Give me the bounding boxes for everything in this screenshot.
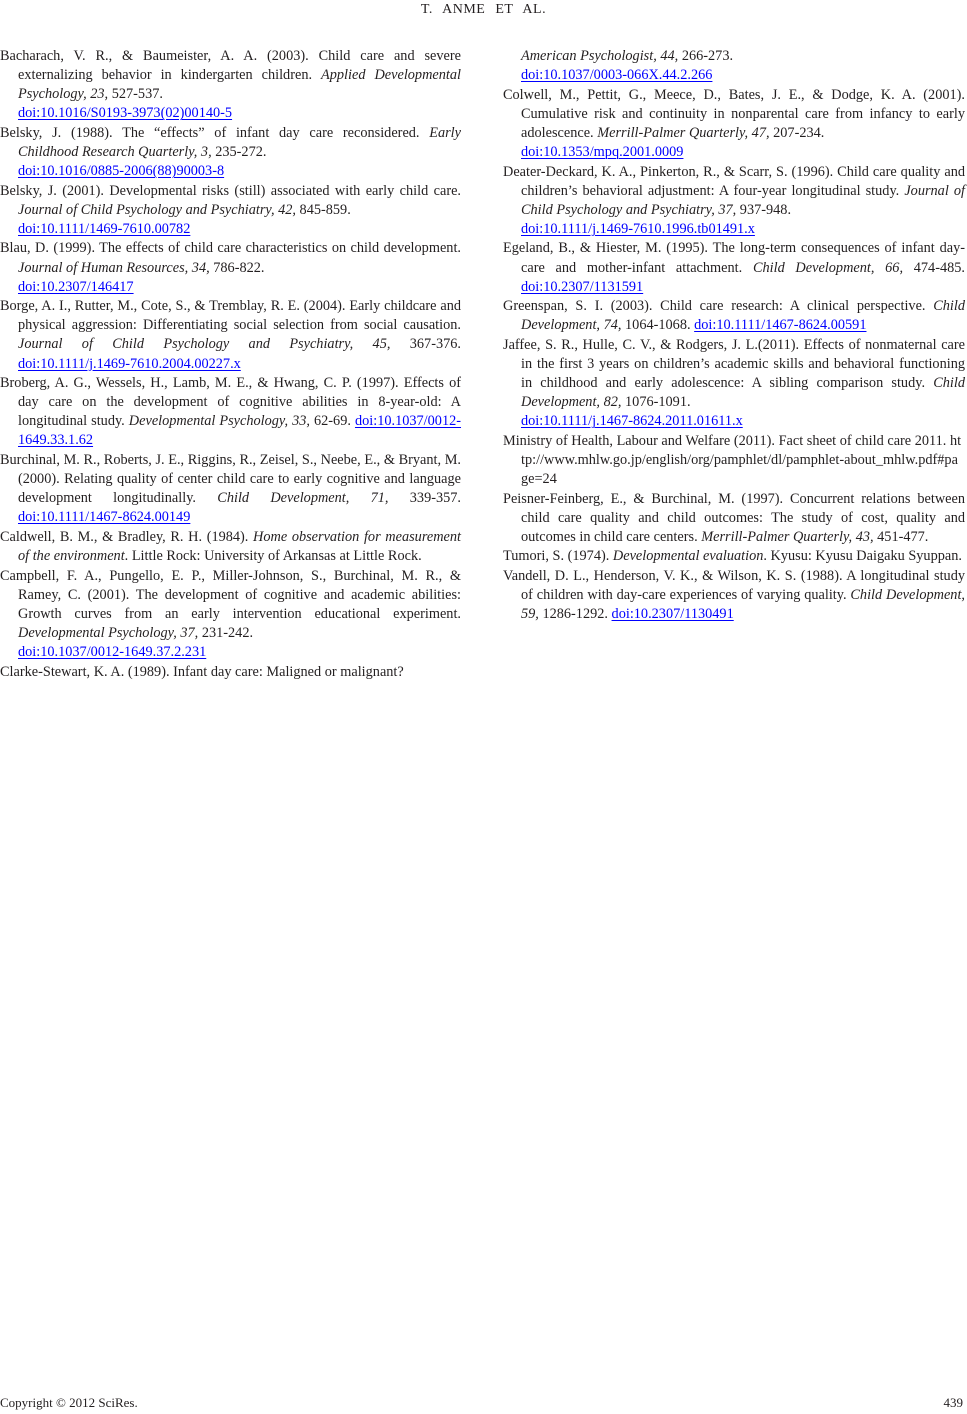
ref-pages: 1286-1292. [538,606,612,623]
reference-entry [503,297,965,335]
reference-entry [503,547,965,566]
reference-entry [503,336,965,431]
ref-text: Caldwell, B. M., & Bradley, R. H. (1984). [0,528,254,545]
ref-text: Broberg, A. G., Wessels, H., Lamb, M. E., & Hwang, C. P. (1997). Effects of day care on the development of cognitive abilities in 8-year-old: A longitudinal study. [0,375,461,430]
doi-link[interactable]: doi:10.1111/j.1467-8624.2011.01611.x [521,413,743,430]
ref-journal: American Psychologist, 44, [521,48,679,64]
ref-journal: Child Development, 82, [521,375,965,411]
doi-link[interactable]: doi:10.1111/1467-8624.00149 [18,509,191,526]
doi-link[interactable]: doi:10.2307/146417 [18,278,134,295]
doi-link[interactable]: doi:10.1111/1469-7610.00782 [18,220,191,237]
ref-pages: 367-376. [390,336,461,353]
ref-journal: Home observation for measurement of the environment [18,528,461,564]
ref-text: Borge, A. I., Rutter, M., Cote, S., & Tremblay, R. E. (2004). Early childcare and physical aggression: Differentiating social selection from social causation. [0,298,461,334]
reference-entry [503,490,965,547]
doi-link[interactable]: doi:10.1037/0003-066X.44.2.266 [521,67,713,84]
ref-pages: 1064-1068. [621,317,695,334]
ref-pages: 474-485. [903,259,965,276]
ref-text: Peisner-Feinberg, E., & Burchinal, M. (1997). Concurrent relations between child care quality and child outcomes: The study of cost, quality and outcomes in child care centers. [503,490,965,545]
ref-text: Vandell, D. L., Henderson, V. K., & Wilson, K. S. (1988). A longitudinal study of children with day-care experiences of varying quality. [503,568,965,604]
ref-pages: 451-477. [873,528,929,545]
reference-entry [0,374,461,450]
reference-entry [503,432,965,489]
ref-pages: 786-822. [209,259,265,276]
ref-journal: Developmental Psychology, 37, [18,624,199,641]
ref-text: Clarke-Stewart, K. A. (1989). Infant day care: Maligned or malignant? [0,663,404,680]
ref-text: Egeland, B., & Hiester, M. (1995). The long-term consequences of infant day-care and mother-infant attachment. [503,240,965,276]
ref-journal: Journal of Human Resources, 34, [18,259,210,276]
ref-journal: Child Development, 74, [521,298,965,334]
ref-pages: 527-537. [108,86,163,103]
ref-journal: Merrill-Palmer Quarterly, 43, [701,528,874,545]
reference-entry [0,182,461,239]
ref-pages: 266-273. [678,48,734,64]
doi-link[interactable]: doi:10.1016/0885-2006(88)90003-8 [18,163,225,180]
doi-link[interactable]: doi:10.1111/j.1469-7610.2004.00227.x [18,355,241,372]
ref-pages: 937-948. [736,201,792,218]
ref-pages: 845-859. [295,201,351,218]
reference-entry [0,567,461,662]
doi-link[interactable]: doi:10.1111/j.1469-7610.1996.tb01491.x [521,220,755,237]
ref-pages: . Little Rock: University of Arkansas at Little Rock. [124,547,422,564]
doi-link[interactable]: doi:10.1016/S0193-3973(02)00140-5 [18,105,233,122]
ref-journal: Developmental Psychology, 33, [128,413,310,430]
reference-entry-continued [503,47,965,85]
ref-journal: Child Development, 71, [217,490,389,507]
ref-journal: Journal of Child Psychology and Psychiatry, 45, [18,336,391,353]
ref-text: Belsky, J. (1988). The “effects” of infant day care reconsidered. [0,124,430,141]
ref-journal: Child Development, 59, [521,587,965,623]
ref-text: Blau, D. (1999). The effects of child care characteristics on child development. [0,240,461,257]
doi-link[interactable]: doi:10.1037/0012-1649.37.2.231 [18,643,207,660]
ref-text: Burchinal, M. R., Roberts, J. E., Riggins, R., Zeisel, S., Neebe, E., & Bryant, M. (2000). Relating quality of center child care to early cognitive and language development longitudinally. [0,451,461,507]
ref-pages: 231-242. [198,624,254,641]
reference-entry [0,451,461,527]
reference-entry [503,567,965,624]
ref-journal: Journal of Child Psychology and Psychiatry, 42, [18,201,296,218]
ref-journal: Child Development, 66, [752,259,904,276]
running-header: T. ANME ET AL. [420,2,547,17]
ref-pages: 62-69. [309,413,355,430]
reference-entry [503,86,965,162]
ref-journal: Applied Developmental Psychology, 23, [18,67,461,103]
page-number: 439 [943,1395,963,1410]
reference-entry [0,528,461,566]
ref-text: Deater-Deckard, K. A., Pinkerton, R., & Scarr, S. (1996). Child care quality and children’s behavioral adjustment: A four-year longitudinal study. [503,163,965,199]
doi-link[interactable]: doi:10.1037/0012-1649.33.1.62 [18,413,462,449]
ref-text: Colwell, M., Pettit, G., Meece, D., Bates, J. E., & Dodge, K. A. (2001). Cumulative risk and continuity in nonparental care from infancy to early adolescence. [503,86,965,141]
ref-text: Bacharach, V. R., & Baumeister, A. A. (2003). Child care and severe externalizing behavior in kindergarten children. [0,48,461,84]
doi-link[interactable]: doi:10.2307/1130491 [611,606,734,623]
ref-journal: Merrill-Palmer Quarterly, 47, [597,124,770,141]
ref-journal: Early Childhood Research Quarterly, 3, [18,124,461,160]
reference-entry [0,124,461,181]
ref-text: Campbell, F. A., Pungello, E. P., Miller-Johnson, S., Burchinal, M. R., & Ramey, C. (2001). The development of cognitive and academic abilities: Growth curves from an early intervention educational experiment. [0,567,461,622]
reference-entry [0,297,461,373]
ref-text: Tumori, S. (1974). [503,548,613,565]
ref-text: Ministry of Health, Labour and Welfare (2011). Fact sheet of child care 2011. http://www.mhlw.go.jp/english/org/pamphlet/dl/pamphlet-about_mhlw.pdf#page=24 [503,432,962,488]
references-right-column [503,47,965,625]
ref-text: Belsky, J. (2001). Developmental risks (still) associated with early child care. [0,182,461,199]
ref-journal: Journal of Child Psychology and Psychiatry, 37, [521,182,966,218]
reference-entry [503,163,965,239]
ref-pages: . Kyusu: Kyusu Daigaku Syuppan. [763,548,962,565]
ref-pages: 235-272. [211,143,267,160]
references-left-column [0,47,461,682]
reference-entry [0,239,461,296]
ref-text: Jaffee, S. R., Hulle, C. V., & Rodgers, J. L.(2011). Effects of nonmaternal care in the first 3 years on children’s academic skills and behavioral functioning in childhood and early adolescence: A sibling comparison study. [503,336,965,392]
ref-pages: 1076-1091. [621,394,691,411]
reference-entry [0,47,461,123]
ref-journal: Developmental evaluation [612,548,764,565]
ref-text: Greenspan, S. I. (2003). Child care research: A clinical perspective. [503,298,934,315]
ref-pages: 339-357. [388,490,462,507]
reference-entry [503,239,965,296]
doi-link[interactable]: doi:10.1353/mpq.2001.0009 [521,143,684,160]
copyright-notice: Copyright © 2012 SciRes. [0,1395,138,1410]
reference-entry [0,663,461,682]
doi-link[interactable]: doi:10.1111/1467-8624.00591 [694,317,867,334]
doi-link[interactable]: doi:10.2307/1131591 [521,278,644,295]
ref-pages: 207-234. [769,124,825,141]
